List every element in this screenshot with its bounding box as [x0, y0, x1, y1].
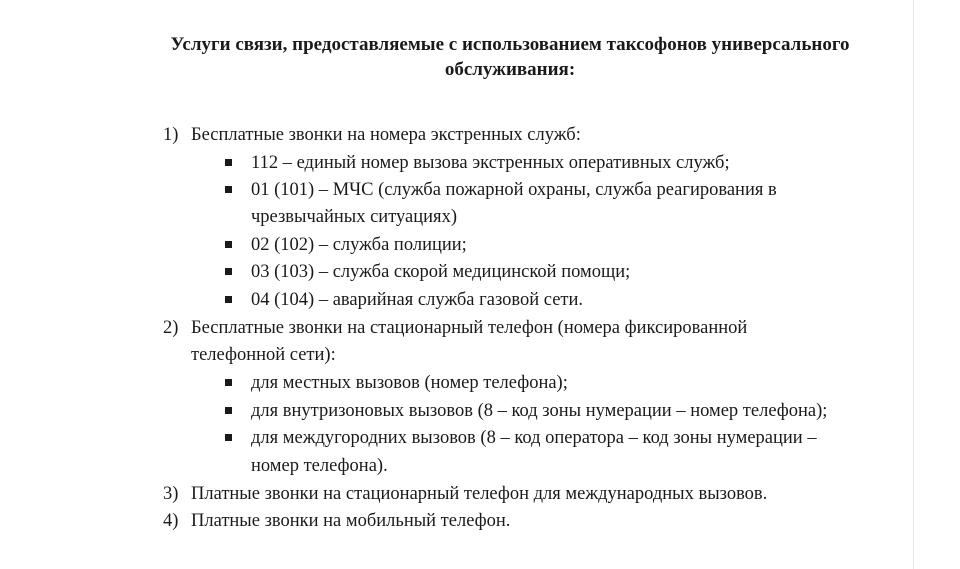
bullet-text: для местных вызовов (номер телефона);	[251, 373, 568, 393]
bullet-text: 112 – единый номер вызова экстренных оперативных служб;	[251, 153, 730, 173]
bullet-text: для внутризоновых вызовов (8 – код зоны нумерации – номер телефона);	[251, 401, 828, 421]
item-number: 2)	[163, 318, 179, 338]
bullet-square-icon	[225, 241, 232, 248]
bullet-text: для междугородних вызовов (8 – код оператора – код зоны нумерации –	[251, 428, 817, 448]
item-text: Платные звонки на стационарный телефон для международных вызовов.	[191, 484, 768, 504]
bullet-square-icon	[225, 379, 232, 386]
item-number: 4)	[163, 511, 179, 531]
bullet-text: номер телефона).	[251, 456, 388, 476]
bullet-square-icon	[225, 159, 232, 166]
bullet-text: 04 (104) – аварийная служба газовой сети.	[251, 290, 584, 310]
bullet-text: 01 (101) – МЧС (служба пожарной охраны, служба реагирования в	[251, 180, 777, 200]
bullet-text: 02 (102) – служба полиции;	[251, 235, 467, 255]
item-number: 1)	[163, 125, 179, 145]
bullet-square-icon	[225, 186, 232, 193]
bullet-text: чрезвычайных ситуациях)	[251, 207, 457, 227]
item-number: 3)	[163, 484, 179, 504]
item-text: Бесплатные звонки на номера экстренных служб:	[191, 125, 581, 145]
bullet-text: 03 (103) – служба скорой медицинской помощи;	[251, 262, 631, 282]
item-text: телефонной сети):	[191, 345, 336, 365]
bullet-square-icon	[225, 296, 232, 303]
bullet-square-icon	[225, 268, 232, 275]
item-text: Бесплатные звонки на стационарный телефон (номера фиксированной	[191, 318, 748, 338]
bullet-square-icon	[225, 407, 232, 414]
item-text: Платные звонки на мобильный телефон.	[191, 511, 511, 531]
document-title-line-2: обслуживания:	[444, 59, 576, 80]
document-title-line-1: Услуги связи, предоставляемые с использованием таксофонов универсального	[170, 34, 850, 55]
bullet-square-icon	[225, 434, 232, 441]
page-edge	[913, 0, 914, 569]
